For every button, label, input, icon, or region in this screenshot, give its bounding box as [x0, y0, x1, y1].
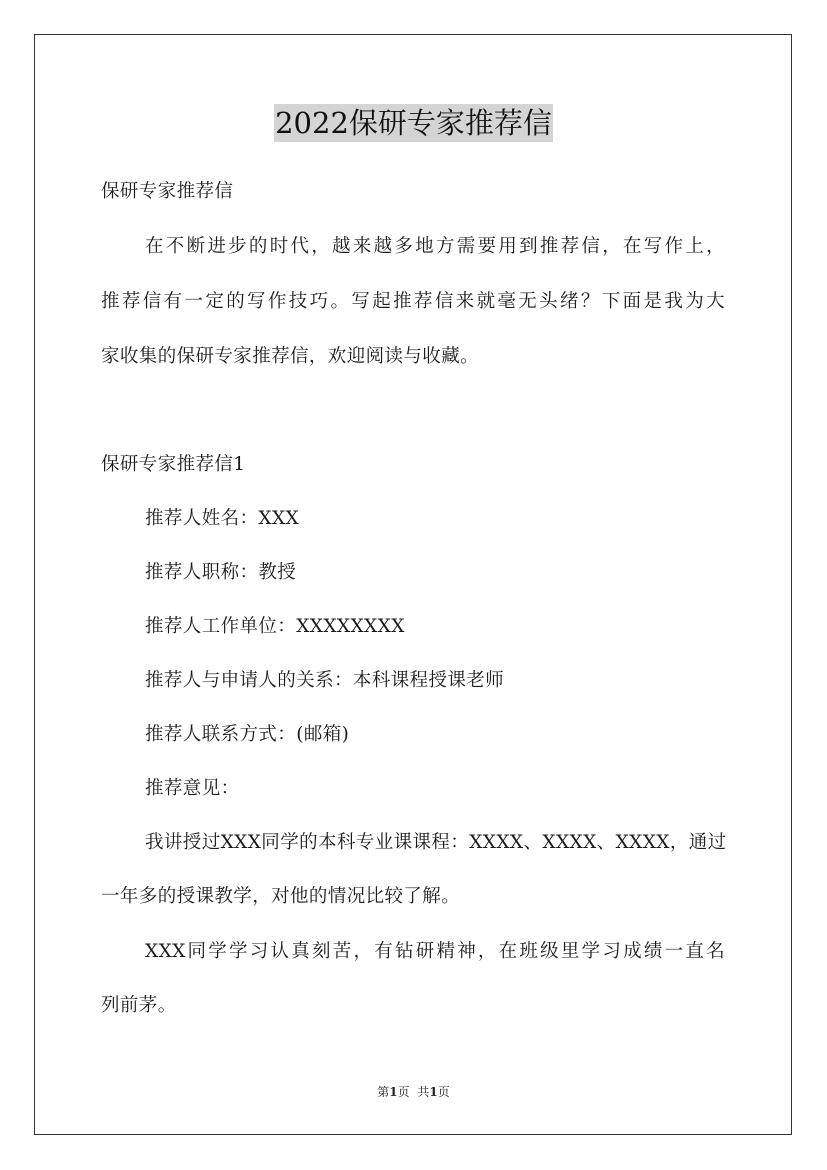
opinion-label: 推荐意见： — [145, 778, 240, 799]
recommender-contact: 推荐人联系方式：(邮箱) — [145, 724, 350, 745]
body-line-4: 列前茅。 — [101, 995, 177, 1016]
title-container — [0, 104, 827, 142]
footer-page-suffix: 页 — [397, 1085, 410, 1099]
recommender-unit: 推荐人工作单位：XXXXXXXX — [145, 616, 405, 637]
document-title: 2022保研专家推荐信 — [275, 106, 552, 140]
footer-total-suffix: 页 — [437, 1085, 450, 1099]
body-line-1: 我讲授过XXX同学的本科专业课课程：XXXX、XXXX、XXXX，通过 — [145, 832, 727, 853]
intro-line-1: 在不断进步的时代，越来越多地方需要用到推荐信，在写作上， — [145, 236, 725, 257]
recommender-relation: 推荐人与申请人的关系：本科课程授课老师 — [145, 670, 505, 691]
recommender-name: 推荐人姓名：XXX — [145, 508, 300, 529]
footer-prefix: 第 — [377, 1085, 390, 1099]
intro-line-3: 家收集的保研专家推荐信，欢迎阅读与收藏。 — [101, 346, 480, 367]
body-line-2: 一年多的授课教学，对他的情况比较了解。 — [101, 886, 461, 907]
footer-total-prefix: 共 — [417, 1085, 430, 1099]
footer-page-number: 1 — [389, 1085, 398, 1099]
document-heading: 保研专家推荐信 — [101, 181, 234, 202]
page-footer — [0, 1084, 827, 1100]
section-title: 保研专家推荐信1 — [101, 454, 246, 475]
footer-total-pages: 1 — [429, 1085, 438, 1099]
body-line-3: XXX同学学习认真刻苦，有钻研精神，在班级里学习成绩一直名 — [145, 941, 725, 962]
intro-line-2: 推荐信有一定的写作技巧。写起推荐信来就毫无头绪？下面是我为大 — [101, 291, 725, 312]
recommender-title: 推荐人职称：教授 — [145, 562, 297, 583]
